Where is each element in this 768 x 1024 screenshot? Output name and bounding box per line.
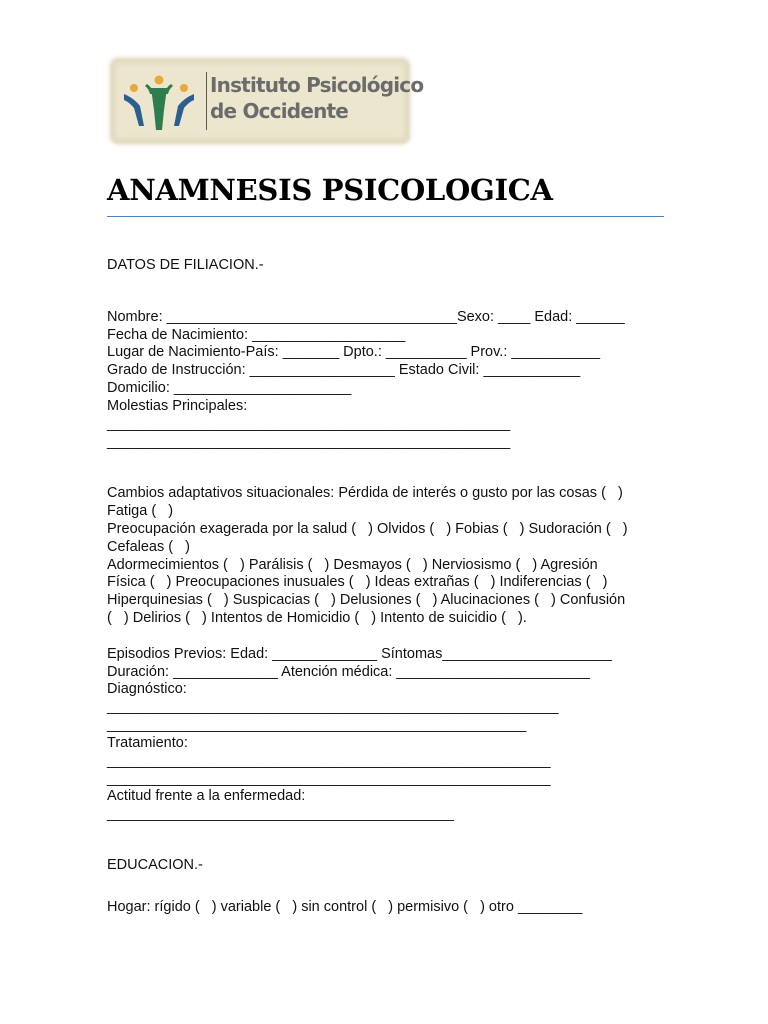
- section-heading-filiacion: DATOS DE FILIACION.-: [107, 257, 264, 273]
- blank-line: __________________________________________________: [107, 416, 511, 432]
- field-label-diagnostico: Diagnóstico:: [107, 681, 187, 697]
- blank-line: ____________________________________________________: [107, 717, 527, 733]
- field-line-lugar-nacimiento: Lugar de Nacimiento-País: _______ Dpto.: __________ Prov.: ___________: [107, 344, 601, 360]
- field-line-nombre: Nombre: ____________________________________Sexo: ____ Edad: ______: [107, 309, 625, 325]
- field-label-actitud: Actitud frente a la enfermedad:: [107, 788, 306, 804]
- symptoms-line: Hiperquinesias ( ) Suspicacias ( ) Delusiones ( ) Alucinaciones ( ) Confusión: [107, 592, 626, 608]
- hogar-line: Hogar: rígido ( ) variable ( ) sin control ( ) permisivo ( ) otro ________: [107, 899, 583, 915]
- logo-line-2: de Occidente: [210, 99, 349, 123]
- logo-line-1: Instituto Psicológico: [210, 73, 424, 97]
- institute-logo: [112, 60, 424, 142]
- field-line-fecha-nacimiento: Fecha de Nacimiento: ___________________: [107, 326, 406, 343]
- blank-line: ___________________________________________: [107, 806, 454, 822]
- symptoms-line: Cambios adaptativos situacionales: Pérdida de interés o gusto por las cosas ( ): [107, 485, 623, 501]
- symptoms-line: ( ) Delirios ( ) Intentos de Homicidio ( ) Intento de suicidio ( ).: [107, 610, 527, 626]
- section-heading-educacion: EDUCACION.-: [107, 857, 203, 873]
- blank-line: __________________________________________________: [107, 434, 511, 450]
- episodios-line: Episodios Previos: Edad: _____________ Síntomas_____________________: [107, 645, 612, 662]
- duracion-line: Duración: _____________ Atención médica: ________________________: [107, 663, 590, 680]
- symptoms-line: Cefaleas ( ): [107, 539, 190, 555]
- title-underline: [107, 216, 664, 217]
- field-label-tratamiento: Tratamiento:: [107, 735, 188, 751]
- symptoms-line: Preocupación exagerada por la salud ( ) Olvidos ( ) Fobias ( ) Sudoración ( ): [107, 521, 628, 537]
- document-title: ANAMNESIS PSICOLOGICA: [107, 173, 553, 207]
- field-line-grado-instruccion: Grado de Instrucción: __________________ Estado Civil: ____________: [107, 362, 581, 378]
- field-label-molestias: Molestias Principales:: [107, 398, 248, 414]
- symptoms-line: Adormecimientos ( ) Parálisis ( ) Desmayos ( ) Nerviosismo ( ) Agresión: [107, 556, 598, 573]
- people-emblem-icon: [120, 70, 198, 132]
- symptoms-line: Fatiga ( ): [107, 503, 174, 519]
- logo-text: [210, 72, 423, 124]
- symptoms-line: Física ( ) Preocupaciones inusuales ( ) Ideas extrañas ( ) Indiferencias ( ): [107, 574, 608, 590]
- blank-line: ________________________________________________________: [107, 699, 559, 715]
- blank-line: _______________________________________________________: [107, 752, 551, 769]
- logo-divider: [206, 72, 207, 130]
- field-line-domicilio: Domicilio: ______________________: [107, 380, 352, 396]
- blank-line: _______________________________________________________: [107, 770, 551, 787]
